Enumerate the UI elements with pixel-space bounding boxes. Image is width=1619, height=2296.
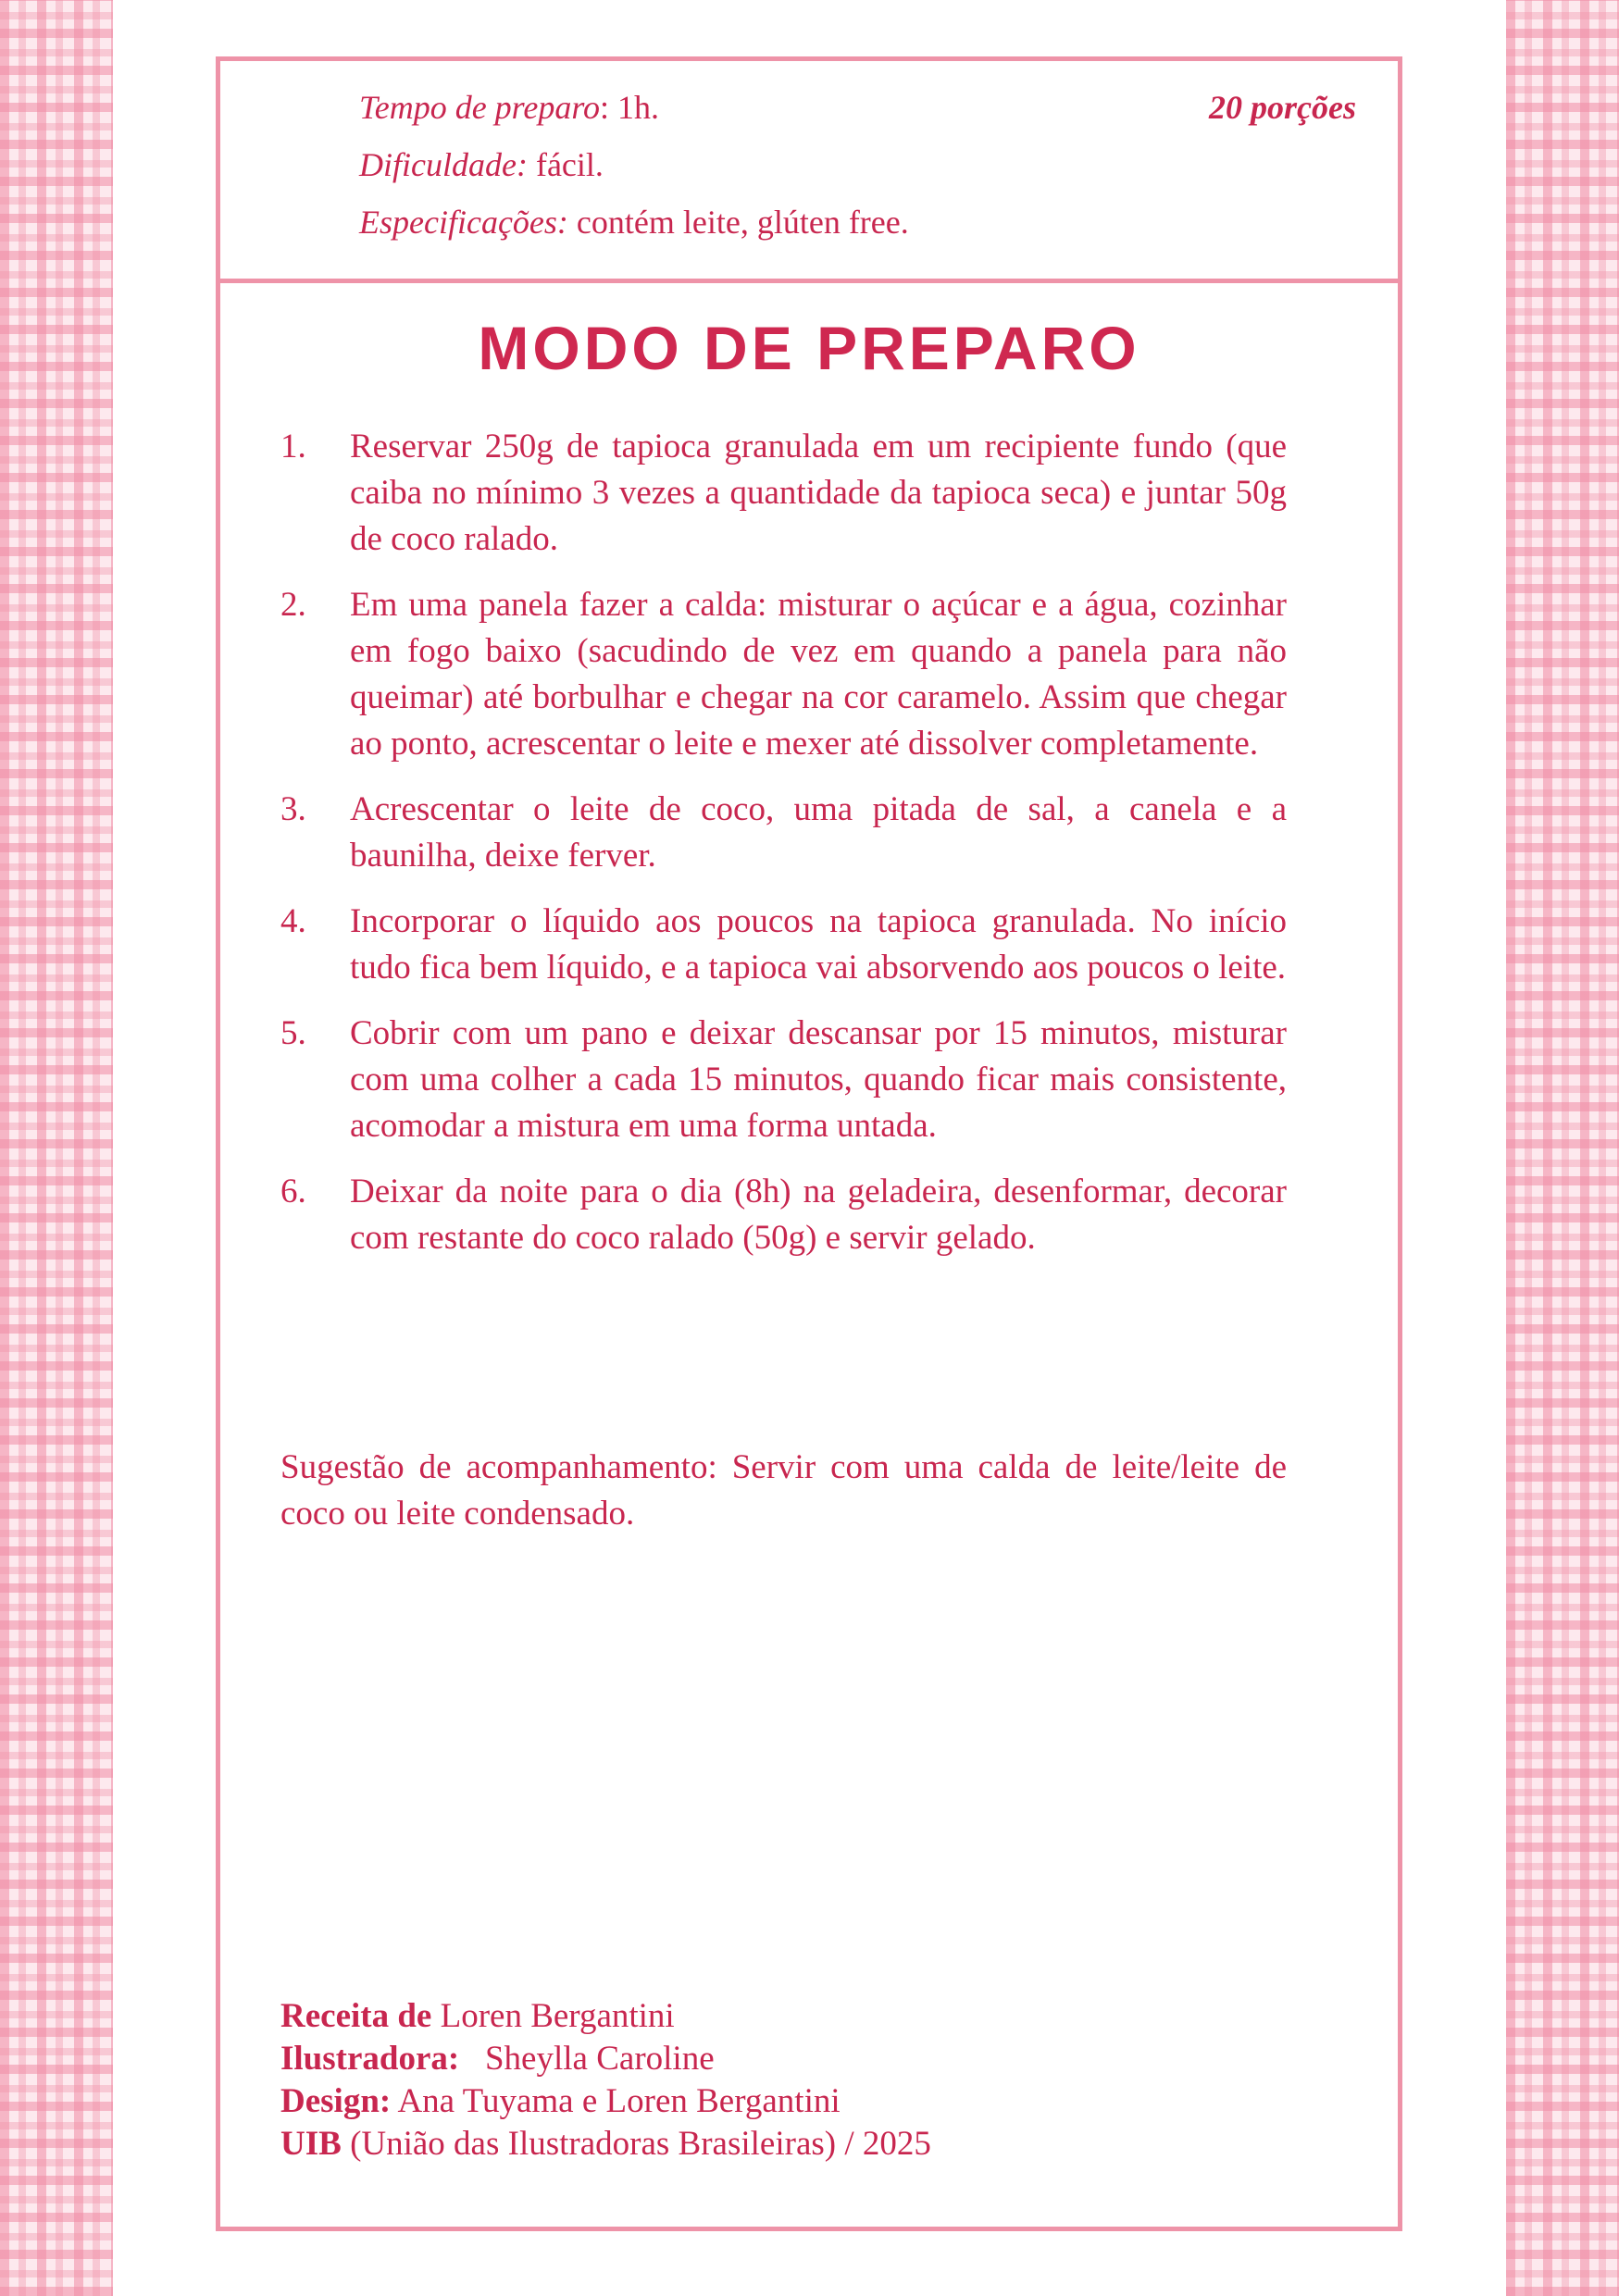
portions: 20 porções <box>1209 89 1356 126</box>
step-number: 3. <box>280 790 306 828</box>
specifications <box>359 202 909 242</box>
step-number: 4. <box>280 902 306 940</box>
prep-time-label: Tempo de preparo <box>359 89 600 126</box>
specs-label: Especificações: <box>359 204 568 241</box>
steps-list <box>280 424 1287 1281</box>
recipe-info-box <box>220 61 1398 283</box>
credit-design-value: Ana Tuyama e Loren Bergantini <box>397 2082 841 2120</box>
difficulty-value: fácil. <box>535 146 604 183</box>
step-text: Reservar 250g de tapioca granulada em um recipiente fundo (que caiba no mínimo 3 vezes a quantidade da tapioca seca) e juntar 50g de coco ralado. <box>350 428 1287 558</box>
step-item <box>280 582 1287 767</box>
plaid-border-right <box>1506 0 1619 2296</box>
prep-time <box>359 87 659 128</box>
recipe-card <box>216 56 1402 2231</box>
credit-illustrator <box>280 2038 931 2080</box>
credit-org-label: UIB <box>280 2125 342 2163</box>
step-item <box>280 424 1287 563</box>
prep-time-value: : 1h. <box>600 89 660 126</box>
credit-recipe <box>280 1995 931 2038</box>
credit-recipe-label: Receita de <box>280 1997 432 2035</box>
credit-org <box>280 2123 931 2166</box>
credit-design <box>280 2080 931 2123</box>
section-title: MODO DE PREPARO <box>478 314 1140 382</box>
step-item <box>280 787 1287 879</box>
credits <box>280 1995 931 2166</box>
credit-illustrator-value: Sheylla Caroline <box>484 2040 715 2078</box>
difficulty <box>359 144 604 185</box>
step-text: Incorporar o líquido aos poucos na tapioca granulada. No início tudo fica bem líquido, e a tapioca vai absorvendo aos poucos o leite. <box>350 902 1287 987</box>
step-text: Acrescentar o leite de coco, uma pitada de sal, a canela e a baunilha, deixe ferver. <box>350 790 1287 875</box>
step-number: 5. <box>280 1014 306 1052</box>
credit-design-label: Design: <box>280 2082 392 2120</box>
credit-recipe-value: Loren Bergantini <box>440 1997 675 2035</box>
serving-suggestion: Sugestão de acompanhamento: Servir com uma calda de leite/leite de coco ou leite condensado. <box>280 1448 1287 1533</box>
step-number: 1. <box>280 428 306 465</box>
step-item <box>280 899 1287 991</box>
step-number: 2. <box>280 586 306 624</box>
credit-org-value: (União das Ilustradoras Brasileiras) / 2025 <box>350 2125 931 2163</box>
specs-value: contém leite, glúten free. <box>576 204 909 241</box>
step-text: Cobrir com um pano e deixar descansar por 15 minutos, misturar com uma colher a cada 15 minutos, quando ficar mais consistente, acomodar a mistura em uma forma untada. <box>350 1014 1287 1145</box>
difficulty-label: Dificuldade: <box>359 146 528 183</box>
credit-illustrator-label: Ilustradora: <box>280 2040 460 2078</box>
step-number: 6. <box>280 1173 306 1210</box>
step-item <box>280 1011 1287 1149</box>
step-text: Em uma panela fazer a calda: misturar o açúcar e a água, cozinhar em fogo baixo (sacudindo de vez em quando a panela para não queimar) até borbulhar e chegar na cor caramelo. Assim que chegar ao ponto, acrescentar o leite e mexer até dissolver completamente. <box>350 586 1287 763</box>
step-item <box>280 1169 1287 1261</box>
step-text: Deixar da noite para o dia (8h) na geladeira, desenformar, decorar com restante do coco ralado (50g) e servir gelado. <box>350 1173 1287 1257</box>
plaid-border-left <box>0 0 113 2296</box>
